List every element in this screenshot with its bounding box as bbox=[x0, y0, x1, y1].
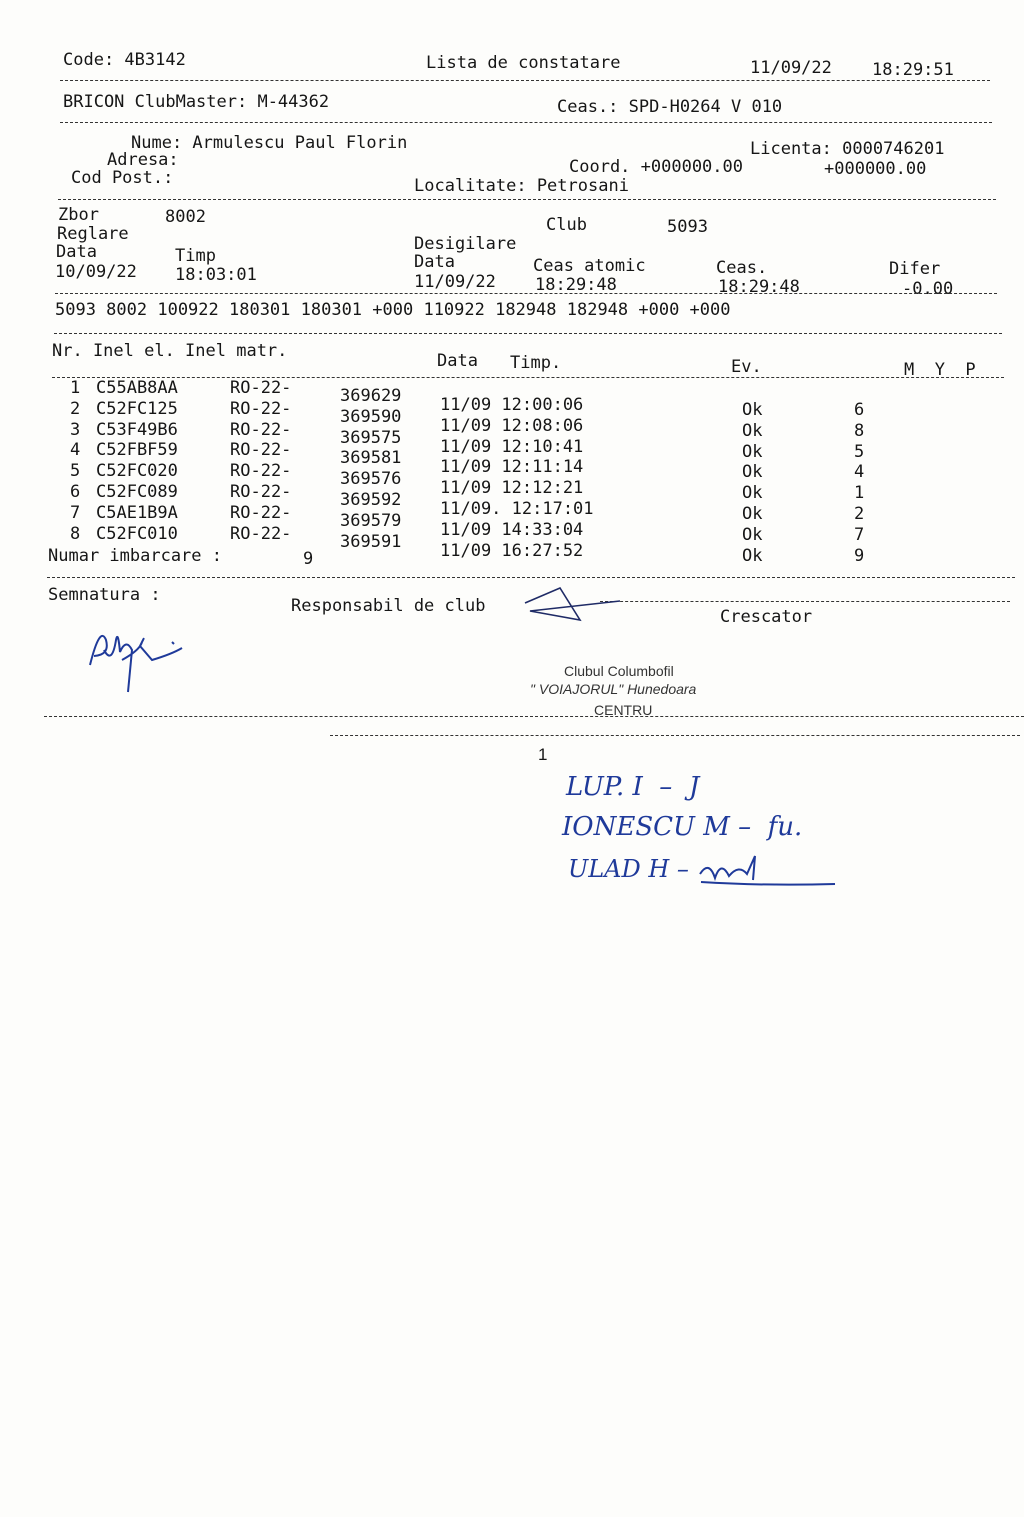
setting-date: 10/09/22 bbox=[55, 262, 137, 282]
arrival-datetime: 11/09 12:08:06 bbox=[440, 415, 584, 436]
unsealing-label: Desigilare bbox=[414, 234, 517, 254]
electronic-ring: C52FBF59 bbox=[96, 440, 178, 461]
ring-prefix: RO-22- bbox=[230, 461, 292, 482]
owner-coord-2: +000000.00 bbox=[824, 159, 927, 179]
arrival-datetime: 11/09. 12:17:01 bbox=[440, 498, 594, 519]
handwritten-line-1: LUP. I – J bbox=[566, 772, 700, 802]
setting-date-label: Data bbox=[56, 242, 97, 262]
electronic-ring: C53F49B6 bbox=[96, 419, 178, 440]
clock-col-label: Ceas. bbox=[716, 258, 768, 278]
ring-number: 369591 bbox=[340, 531, 402, 552]
handwritten-line-2: IONESCU M – fu. bbox=[562, 812, 803, 842]
code-label: Code: 4B3142 bbox=[63, 50, 186, 70]
setting-label: Reglare bbox=[57, 224, 129, 244]
ring-number: 369579 bbox=[340, 510, 402, 531]
ring-number: 369629 bbox=[340, 386, 402, 406]
flight-number: 8002 bbox=[165, 207, 206, 227]
ring-prefix: RO-22- bbox=[230, 440, 292, 461]
electronic-ring: C52FC089 bbox=[96, 481, 178, 502]
row-number: 6 bbox=[70, 481, 81, 502]
row-number: 3 bbox=[70, 419, 81, 440]
event-status: Ok bbox=[742, 400, 763, 420]
unsealing-date: 11/09/22 bbox=[414, 272, 496, 292]
col-header-time: Timp. bbox=[510, 353, 562, 373]
clock-time: 18:29:48 bbox=[718, 277, 800, 297]
m-value: 2 bbox=[854, 503, 865, 524]
unsealing-date-label: Data bbox=[414, 252, 455, 272]
signature-image bbox=[82, 620, 192, 700]
setting-time: 18:03:01 bbox=[175, 265, 257, 285]
difference-label: Difer bbox=[889, 259, 941, 279]
divider bbox=[55, 293, 997, 294]
owner-locality: Localitate: Petrosani bbox=[414, 176, 629, 196]
ring-number: 369581 bbox=[340, 448, 402, 469]
row-number: 7 bbox=[70, 502, 81, 523]
event-status: Ok bbox=[742, 420, 763, 441]
club-label: Club bbox=[546, 215, 587, 235]
ring-number: 369575 bbox=[340, 427, 402, 448]
row-number: 2 bbox=[70, 398, 81, 419]
handwritten-line-3: ULAD H – bbox=[568, 855, 689, 883]
boarding-count: 9 bbox=[303, 549, 314, 569]
arrival-datetime: 11/09 14:33:04 bbox=[440, 519, 584, 540]
flight-label: Zbor bbox=[58, 205, 99, 225]
atomic-clock-label: Ceas atomic bbox=[533, 256, 646, 276]
stamp-line-1: Clubul Columbofil bbox=[564, 663, 674, 679]
ring-prefix: RO-22- bbox=[230, 419, 292, 440]
divider bbox=[60, 122, 992, 123]
electronic-ring: C5AE1B9A bbox=[96, 502, 178, 523]
header-time: 18:29:51 bbox=[872, 60, 954, 80]
event-status: Ok bbox=[742, 462, 763, 483]
event-status: Ok bbox=[742, 503, 763, 524]
code-summary-line: 5093 8002 100922 180301 180301 +000 110922 182948 182948 +000 +000 bbox=[55, 300, 731, 320]
row-number: 4 bbox=[70, 440, 81, 461]
handwritten-signature bbox=[695, 852, 845, 892]
m-value: 7 bbox=[854, 524, 865, 545]
arrival-datetime: 11/09 12:10:41 bbox=[440, 436, 584, 457]
club-responsible-label: Responsabil de club bbox=[291, 596, 486, 616]
col-header-date: Data bbox=[437, 351, 478, 371]
breeder-label: Crescator bbox=[720, 607, 813, 627]
col-header-ring: Nr. Inel el. Inel matr. bbox=[52, 341, 288, 361]
ring-prefix: RO-22- bbox=[230, 502, 292, 523]
ring-number: 369592 bbox=[340, 489, 402, 510]
event-status: Ok bbox=[742, 441, 763, 462]
stamp-line-2: " VOIAJORUL" Hunedoara bbox=[530, 681, 697, 697]
owner-coord: Coord. +000000.00 bbox=[569, 157, 743, 177]
divider bbox=[58, 199, 996, 200]
divider bbox=[44, 716, 1024, 717]
arrival-datetime: 11/09 12:00:06 bbox=[440, 395, 584, 415]
col-header-myp: M Y P bbox=[904, 360, 976, 380]
divider bbox=[60, 80, 990, 81]
divider bbox=[47, 577, 1015, 578]
ring-number: 369590 bbox=[340, 406, 402, 427]
m-value: 4 bbox=[854, 462, 865, 483]
electronic-ring: C55AB8AA bbox=[96, 378, 178, 398]
event-status: Ok bbox=[742, 483, 763, 504]
m-value: 9 bbox=[854, 545, 865, 566]
device-label: BRICON ClubMaster: M-44362 bbox=[63, 92, 330, 112]
header-date: 11/09/22 bbox=[750, 58, 832, 78]
setting-time-label: Timp bbox=[175, 246, 216, 266]
signature-label: Semnatura : bbox=[48, 585, 161, 605]
divider bbox=[600, 601, 1010, 602]
m-value: 1 bbox=[854, 483, 865, 504]
row-number: 5 bbox=[70, 461, 81, 482]
club-number: 5093 bbox=[667, 217, 708, 237]
electronic-ring: C52FC125 bbox=[96, 398, 178, 419]
club-responsible-signature bbox=[510, 585, 630, 635]
arrival-datetime: 11/09 12:11:14 bbox=[440, 457, 584, 478]
m-value: 6 bbox=[854, 400, 865, 420]
stamp-line-3: CENTRU bbox=[594, 702, 653, 718]
atomic-clock-time: 18:29:48 bbox=[535, 275, 617, 295]
electronic-ring: C52FC020 bbox=[96, 461, 178, 482]
row-number: 1 bbox=[70, 378, 81, 398]
document-title: Lista de constatare bbox=[426, 53, 621, 73]
owner-address-label: Adresa: bbox=[107, 150, 179, 170]
event-status: Ok bbox=[742, 545, 763, 566]
boarding-count-label: Numar imbarcare : bbox=[48, 546, 222, 566]
owner-postcode-label: Cod Post.: bbox=[71, 168, 174, 188]
ring-prefix: RO-22- bbox=[230, 481, 292, 502]
owner-name: Nume: Armulescu Paul Florin bbox=[131, 133, 408, 153]
divider bbox=[54, 333, 1002, 334]
owner-license: Licenta: 0000746201 bbox=[750, 139, 945, 159]
electronic-ring: C52FC010 bbox=[96, 523, 178, 544]
col-header-event: Ev. bbox=[731, 357, 762, 377]
divider bbox=[330, 735, 1020, 736]
row-number: 8 bbox=[70, 523, 81, 544]
m-value: 8 bbox=[854, 420, 865, 441]
clock-label: Ceas.: SPD-H0264 V 010 bbox=[557, 97, 783, 117]
page-number: 1 bbox=[538, 745, 548, 764]
ring-prefix: RO-22- bbox=[230, 398, 292, 419]
arrival-datetime: 11/09 12:12:21 bbox=[440, 478, 584, 499]
ring-prefix: RO-22- bbox=[230, 523, 292, 544]
ring-number: 369576 bbox=[340, 469, 402, 490]
difference-value: -0.00 bbox=[902, 279, 954, 299]
ring-prefix: RO-22- bbox=[230, 378, 292, 398]
m-value: 5 bbox=[854, 441, 865, 462]
event-status: Ok bbox=[742, 524, 763, 545]
arrival-datetime: 11/09 16:27:52 bbox=[440, 540, 584, 561]
